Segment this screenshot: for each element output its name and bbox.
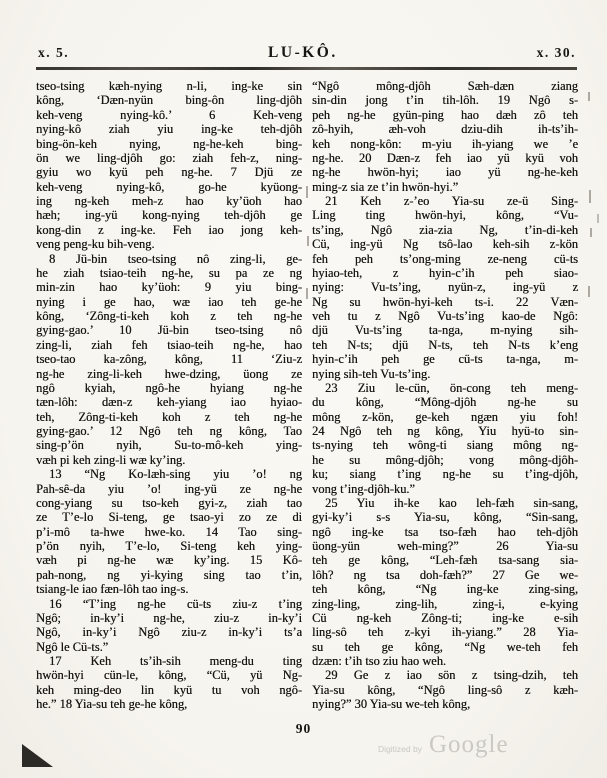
text-line: 21 Keh z-’eo Yia-su ze-ü Sing- [325, 194, 578, 208]
text-line: ing ng-keh meh-z hao ky’üoh hao [36, 194, 302, 208]
text-line: keh ming-deo lin kyü tu voh ngô- [36, 682, 302, 697]
text-line: bing-ön-keh nying, ng-he-keh bing- [36, 136, 302, 151]
text-line: nying-kô ziah yiu ing-ke teh-djôh [36, 122, 302, 137]
paragraph [312, 668, 578, 711]
text-line: 24 Ngô teh ng kông, Yiu hyü-to sin- [312, 424, 578, 438]
paragraph [36, 252, 302, 468]
text-line: veh tu z Ngô Vu-ts’ing kao-de Ngô: [312, 309, 578, 323]
header-rule [36, 67, 577, 70]
paragraph [312, 79, 578, 194]
paragraph [36, 597, 302, 655]
page-header [38, 44, 576, 62]
text-line: 16 “T’ing ng-he cü-ts ziu-z t’ing [49, 596, 302, 611]
text-line: nying i ge hao, wæ iao teh ge-he [36, 294, 302, 309]
text-line: ön we ling-djôh go: ziah feh-z, ning- [36, 150, 302, 165]
watermark-prefix: Digitized by [378, 744, 422, 754]
text-line: gyiu wo kyü peh ng-he. 7 Djü ze [36, 165, 302, 180]
text-line: min-zin hao ky’üoh: 9 yiu bing- [36, 280, 302, 295]
text-line: tæn-lôh: dæn-z keh-yiang iao hyiao- [36, 395, 302, 410]
text-line: tsiang-le iao fæn-lôh tao ing-s. [36, 582, 189, 597]
text-line: p’i-mô ta-hwe hwe-ko. 14 Tao sing- [36, 524, 302, 539]
text-line: peh ng-he gyün-ping hao dæh zô teh [312, 107, 578, 122]
header-verse-left: x. 5. [38, 45, 70, 60]
text-line: Ngô le Cü-ts.” [36, 639, 109, 654]
text-line: zô-hyih, æh-voh dziu-dih ih-ts’ih- [312, 122, 578, 137]
text-line: Yia-su kông, “Ngô ling-sô z kæh- [312, 682, 578, 697]
text-column-left [36, 79, 302, 712]
text-line: dzæn: t’ih tso ziu hao weh. [312, 654, 447, 668]
google-logo: Google [428, 731, 509, 758]
text-line: gyi-ky’i s-s Yia-su, kông, “Sin-sang, [312, 510, 578, 525]
text-line: sin-din jong t’in tih-lôh. 19 Ngô s- [312, 93, 578, 108]
text-line: nying sih-teh Vu-ts’ing. [312, 366, 431, 381]
text-line: nying?” 30 Yia-su we-teh kông, [312, 697, 471, 712]
text-line: 29 Ge z iao sön z tsing-dzih, teh [325, 668, 578, 683]
text-line: Ng su hwön-hyi-keh ts-i. 22 Væn- [312, 294, 578, 309]
scan-artifact [306, 288, 308, 299]
text-line: veng peng-ku bih-veng. [36, 237, 155, 252]
paragraph [312, 194, 578, 381]
text-line: keh-veng nying-kô.’ 6 Keh-veng [36, 107, 302, 122]
text-line: hæh; ing-yü kong-nying teh-djôh ge [36, 208, 302, 223]
page-number: 90 [295, 721, 312, 736]
text-line: Ngô; in-ky’i ng-he, ziu-z in-ky’i [36, 610, 302, 625]
text-line: nying: Vu-ts’ing, nyün-z, ing-yü z [312, 280, 578, 295]
text-line: ming-z sia ze t’in hwön-hyi.” [312, 179, 459, 194]
text-line: 25 Yiu ih-ke kao leh-fæh sin-sang, [325, 495, 578, 510]
text-line: Ling ting hwön-hyi, kông, “Vu- [312, 208, 578, 223]
book-title: LU-KÔ. [268, 44, 338, 61]
text-line: ng-he zing-li-keh hwe-dzing, üong ze [36, 366, 302, 381]
text-line: kông, ‘Dæn-nyün bing-ôn ling-djôh [36, 93, 302, 108]
scan-corner-mark [22, 744, 53, 767]
text-line: cong-yiang su tso-keh gyi-z, ziah tao [36, 495, 302, 510]
paragraph [312, 381, 578, 496]
text-line: Cü, ing-yü Ng tsô-lao keh-sih z-kön [312, 237, 578, 252]
text-line: tseo-tsing kæh-nying n-li, ing-ke sin [36, 79, 302, 93]
text-line: üong-yün weh-ming?” 26 Yia-su [312, 539, 578, 553]
text-line: ng-he. 20 Dæn-z feh iao yü kyü voh [312, 150, 578, 165]
text-line: hyiao-teh, z hyin-c’ih peh siao- [312, 265, 578, 280]
scan-artifact [589, 190, 591, 203]
text-line: zing-ling, zing-lih, zing-i, e-kying [312, 596, 578, 611]
text-line: ts-nying teh wông-ti siang mông ng- [312, 438, 578, 453]
paragraph [312, 496, 578, 669]
text-line: p’ön nyih, T’e-lo, Si-teng keh ying- [36, 539, 302, 553]
text-line: keh nong-kôn: m-yiu ih-yiang we ’e [312, 136, 578, 151]
scan-artifact [306, 186, 308, 198]
text-line: lôh? ng tsa doh-fæh?” 27 Ge we- [312, 567, 578, 582]
text-line: ng-he hwön-hyi; iao yü ng-he-keh [312, 165, 578, 180]
text-line: vong t’ing-djôh-ku.” [312, 481, 415, 496]
text-line: ngô kyiah, ngô-he hyiang ng-he [36, 380, 302, 395]
text-line: ts’ing, Ngô zia-zia Ng, t’in-di-keh [312, 222, 578, 237]
text-line: pah-nong, ng yi-kying sing tao t’in, [36, 567, 302, 582]
text-line: zing-li, ziah feh tsiao-teih ng-he, hao [36, 337, 302, 352]
text-line: 13 “Ng Ko-læh-sing yiu ’o! ng [49, 467, 302, 482]
text-line: he ziah tsiao-teih ng-he, su pa ze ng [36, 265, 302, 280]
text-line: 8 Jü-bin tseo-tsing nô zing-li, ge- [49, 251, 302, 266]
text-line: ngô ing-ke tsa tso-fæh hao teh-djôh [312, 524, 578, 539]
text-line: teh N-ts; djü N-ts, teh N-ts k’eng [312, 337, 578, 352]
text-line: du kông, “Mông-djôh ng-he su [312, 395, 578, 410]
paragraph [36, 467, 302, 596]
text-line: Cü ng-keh Zông-ti; ing-ke e-sih [312, 610, 578, 625]
text-line: sing-p’ön nyih, Su-to-mô-keh ying- [36, 438, 302, 453]
text-line: keh-veng nying-kô, go-he kyüong- [36, 179, 302, 194]
text-column-right [312, 79, 578, 712]
scan-artifact [597, 214, 599, 223]
text-line: 17 Keh ts’ih-sih meng-du ting [49, 654, 302, 668]
text-line: teh ge kông, “Leh-fæh tsa-sang sia- [312, 553, 578, 568]
text-line: hyin-c’ih peh ge cü-ts ta-nga, m- [312, 352, 578, 367]
text-line: ku; siang t’ing ng-he su t’ing-djôh, [312, 467, 578, 482]
text-line: “Ngô mông-djôh Sæh-dæn ziang [312, 79, 578, 93]
text-line: Pah-sê-da yiu ’o! ing-yü ze ng-he [36, 481, 302, 496]
scan-artifact [307, 236, 309, 246]
text-line: he.” 18 Yia-su teh ge-he kông, [36, 697, 188, 712]
text-line: djü Vu-ts’ing ta-nga, m-nying sih- [312, 323, 578, 338]
text-line: kông, ‘Zông-ti-keh koh z teh ng-he [36, 309, 302, 323]
text-line: ze T’e-lo Si-teng, ge tsao-yi zo ze di [36, 510, 302, 525]
digitized-watermark [378, 731, 509, 759]
text-line: 23 Ziu le-cün, ön-cong teh meng- [325, 380, 578, 395]
scan-artifact [590, 228, 592, 237]
text-line: teh, Zông-ti-keh koh z teh ng-he [36, 409, 302, 424]
text-line: feh peh ts’ong-ming ze-neng cü-ts [312, 251, 578, 266]
text-line: Ngô, in-ky’i Ngô ziu-z in-ky’i ts’a [36, 625, 302, 640]
text-line: gying-gao.’ 10 Jü-bin tseo-tsing nô [36, 323, 302, 338]
text-line: væh pi keh zing-li wæ ky’ing. [36, 452, 186, 467]
text-line: teh kông, “Ng ing-ke zing-sing, [312, 582, 578, 597]
text-line: kong-din z ing-ke. Feh iao jong keh- [36, 222, 302, 237]
text-line: he su mông-djôh; vong mông-djôh- [312, 452, 578, 467]
text-line: mông z-kön, ge-keh ngæn yiu foh! [312, 409, 578, 424]
text-line: su teh ge kông, “Ng we-teh feh [312, 639, 578, 654]
text-line: væh pi ng-he wæ ky’ing. 15 Kô- [36, 553, 302, 568]
text-line: hwön-hyi cün-le, kông, “Cü, yü Ng- [36, 668, 302, 683]
text-body [36, 79, 578, 712]
paragraph [36, 79, 302, 252]
text-line: ling-sô teh z-kyi ih-yiang.” 28 Yia- [312, 625, 578, 640]
header-verse-right: x. 30. [536, 45, 576, 60]
scan-artifact [588, 92, 590, 101]
scan-artifact [588, 286, 590, 297]
text-line: tseo-tao ka-zông, kông, 11 ‘Ziu-z [36, 352, 302, 367]
text-line: gying-gao.’ 12 Ngô teh ng kông, Tao [36, 424, 302, 438]
paragraph [36, 654, 302, 712]
